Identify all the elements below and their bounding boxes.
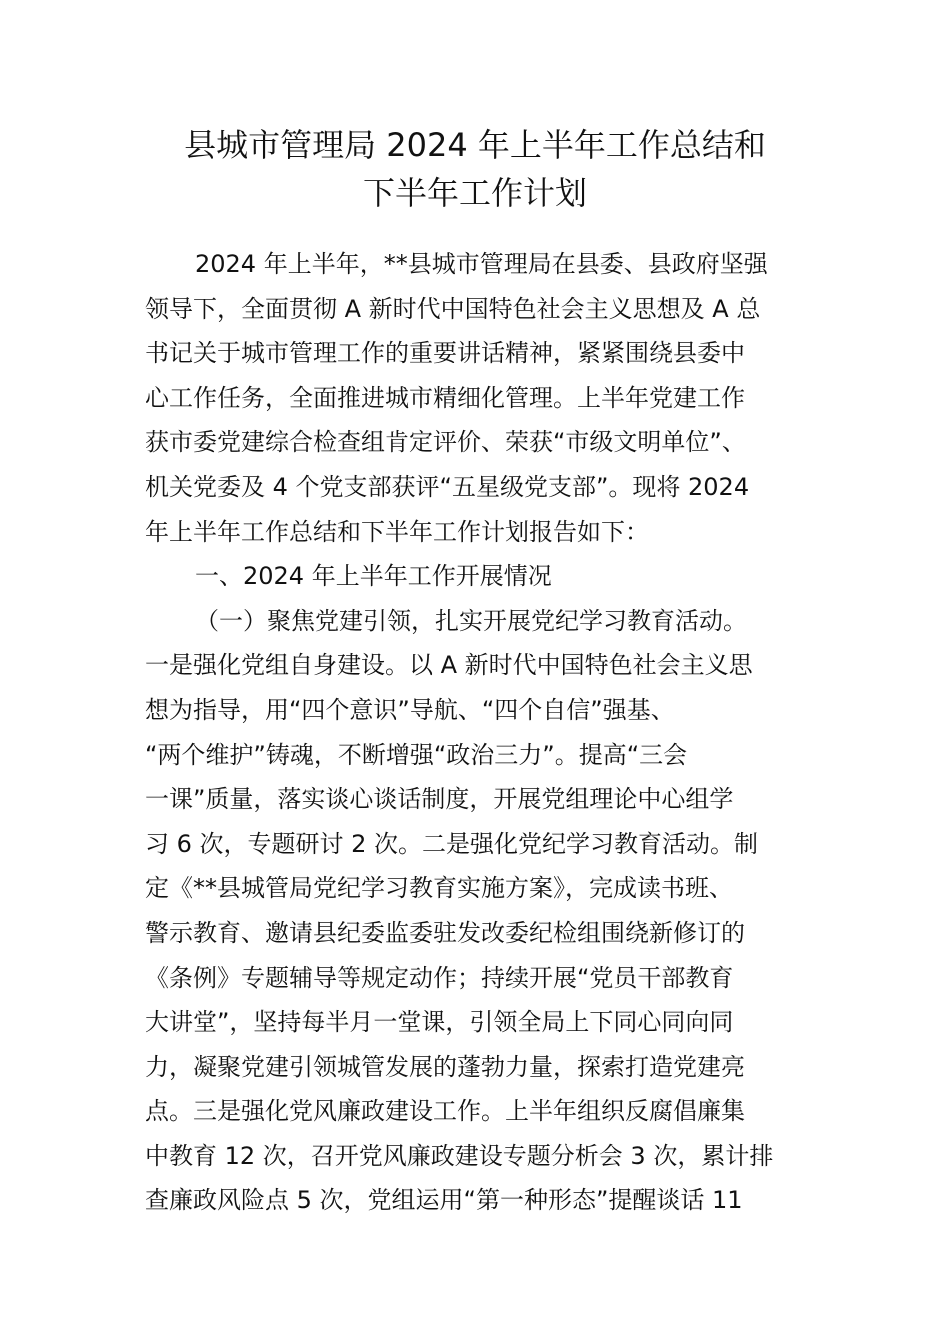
paragraph-line: 年上半年工作总结和下半年工作计划报告如下： [145, 517, 649, 546]
paragraph-line: 《条例》专题辅导等规定动作；持续开展“党员干部教育 [145, 963, 734, 992]
paragraph-line: 中教育 12 次，召开党风廉政建设专题分析会 3 次，累计排 [145, 1141, 774, 1170]
paragraph-line: 心工作任务，全面推进城市精细化管理。上半年党建工作 [145, 383, 745, 412]
paragraph-line: 2024 年上半年，**县城市管理局在县委、县政府坚强 [195, 250, 768, 278]
paragraph-line: 获市委党建综合检查组肯定评价、荣获“市级文明单位”、 [145, 428, 746, 457]
title-line-2: 下半年工作计划 [362, 174, 587, 212]
paragraph-line: 书记关于城市管理工作的重要讲话精神，紧紧围绕县委中 [145, 339, 745, 368]
document-body [145, 242, 810, 1223]
section-heading: 一、2024 年上半年工作开展情况 [195, 562, 552, 591]
paragraph-line: 警示教育、邀请县纪委监委驻发改委纪检组围绕新修订的 [145, 918, 745, 947]
title-line-1: 县城市管理局 2024 年上半年工作总结和 [184, 126, 766, 164]
document-title [120, 121, 830, 217]
paragraph-line: 定《**县城管局党纪学习教育实施方案》，完成读书班、 [145, 874, 733, 903]
paragraph-line: 习 6 次，专题研讨 2 次。二是强化党纪学习教育活动。制 [145, 829, 759, 858]
paragraph-line: 点。三是强化党风廉政建设工作。上半年组织反腐倡廉集 [145, 1097, 745, 1126]
paragraph-line: 想为指导，用“四个意识”导航、“四个自信”强基、 [145, 695, 675, 724]
subsection-heading: （一）聚焦党建引领，扎实开展党纪学习教育活动。 [195, 606, 747, 635]
paragraph-line: 机关党委及 4 个党支部获评“五星级党支部”。现将 2024 [145, 472, 750, 501]
paragraph-line: 一课”质量，落实谈心谈话制度，开展党组理论中心组学 [145, 785, 734, 814]
paragraph-line: 查廉政风险点 5 次，党组运用“第一种形态”提醒谈话 11 [145, 1186, 743, 1215]
paragraph-line: 一是强化党组自身建设。以 A 新时代中国特色社会主义思 [145, 651, 753, 680]
paragraph-line: “两个维护”铸魂，不断增强“政治三力”。提高“三会 [145, 740, 688, 769]
paragraph-line: 领导下，全面贯彻 A 新时代中国特色社会主义思想及 A 总 [145, 294, 761, 323]
paragraph-line: 力，凝聚党建引领城管发展的蓬勃力量，探索打造党建亮 [145, 1052, 745, 1081]
paragraph-line: 大讲堂”，坚持每半月一堂课，引领全局上下同心同向同 [145, 1008, 734, 1037]
